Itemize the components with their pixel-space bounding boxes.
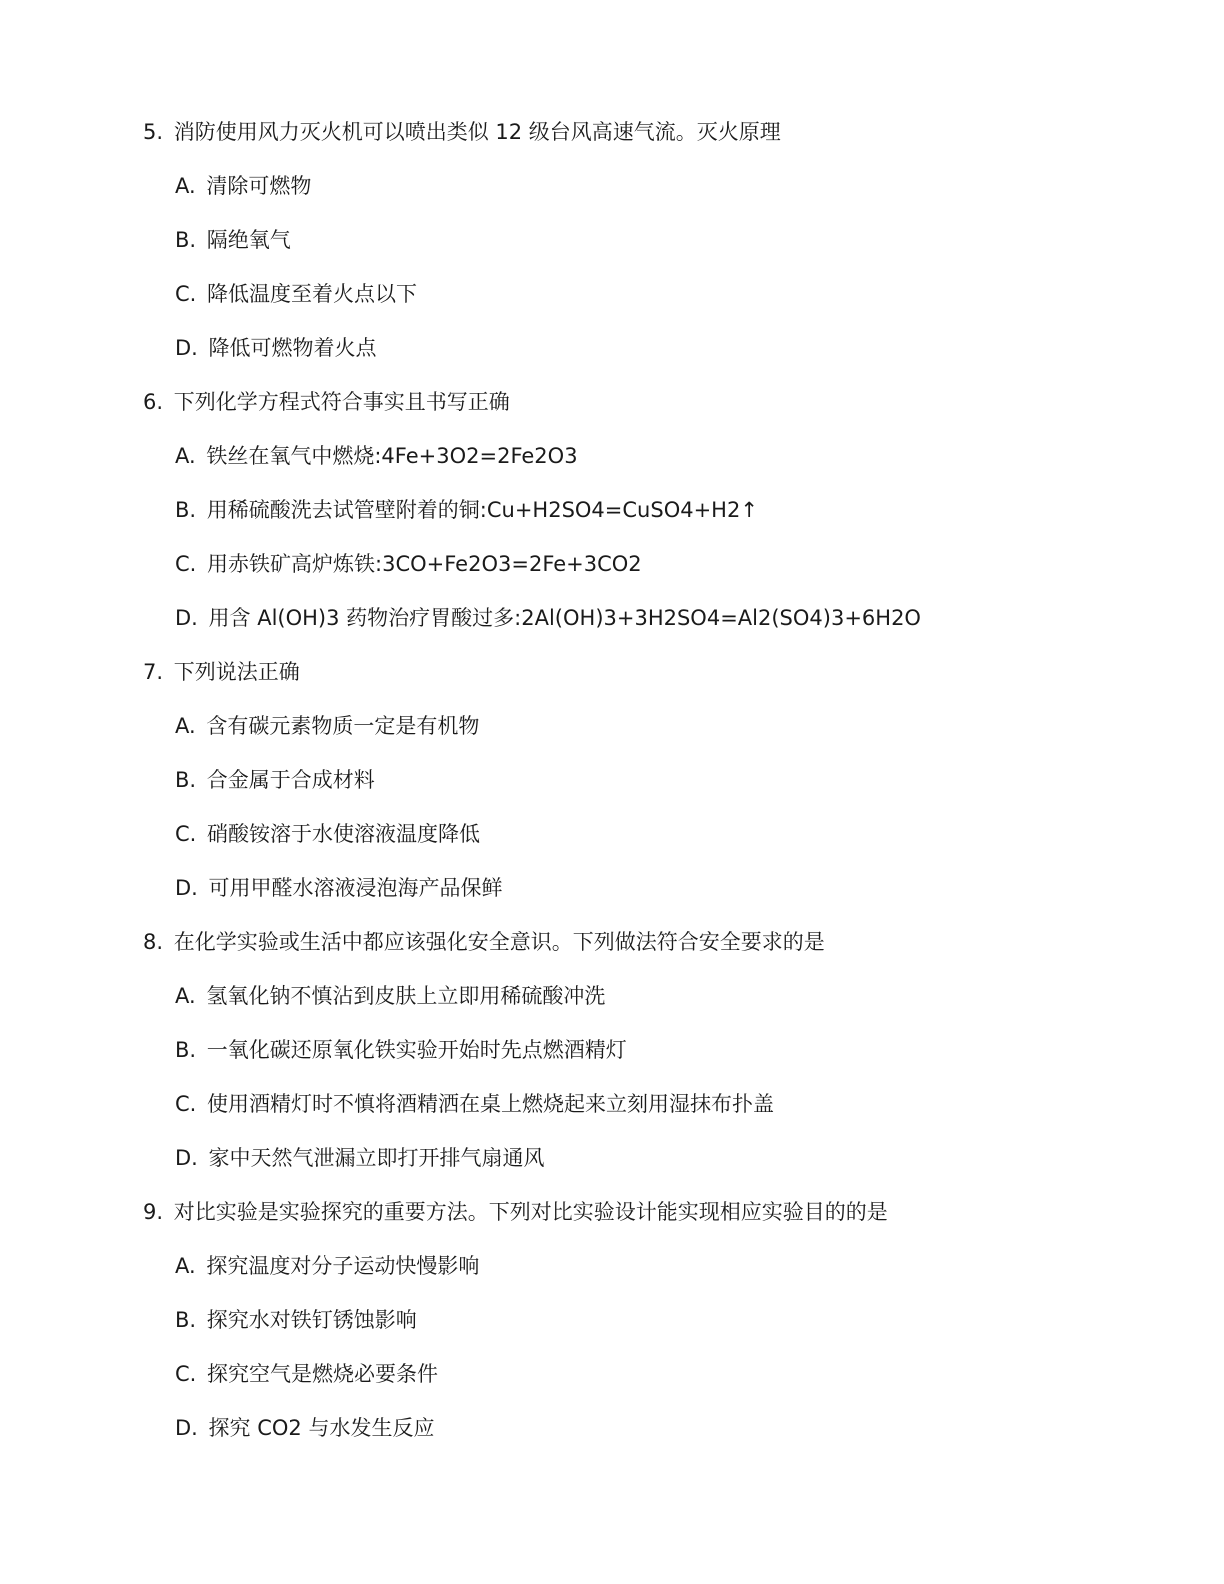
option-letter: D. [175,876,198,900]
question-8-option-d [0,1138,1224,1192]
option-letter: C. [175,282,197,306]
option-letter: A. [175,174,196,198]
question-7-option-c [0,814,1224,868]
question-7-stem [0,652,1224,706]
question-9-stem [0,1192,1224,1246]
option-text: 硝酸铵溶于水使溶液温度降低 [207,822,481,846]
question-6-option-c [0,544,1224,598]
option-letter: A. [175,1254,196,1278]
question-7-option-a [0,706,1224,760]
question-6-option-d [0,598,1224,652]
question-number: 7. [143,660,164,684]
option-letter: C. [175,822,197,846]
option-text: 使用酒精灯时不慎将酒精洒在桌上燃烧起来立刻用湿抹布扑盖 [207,1092,775,1116]
option-text: 氢氧化钠不慎沾到皮肤上立即用稀硫酸冲洗 [206,984,606,1008]
option-letter: C. [175,1362,197,1386]
option-text: 降低可燃物着火点 [208,336,377,360]
option-letter: A. [175,984,196,1008]
option-text: 降低温度至着火点以下 [207,282,418,306]
option-letter: B. [175,498,197,522]
option-letter: D. [175,606,198,630]
question-5-option-a [0,166,1224,220]
question-text: 在化学实验或生活中都应该强化安全意识。下列做法符合安全要求的是 [173,930,825,954]
option-text: 探究 CO2 与水发生反应 [208,1416,435,1440]
question-text: 下列化学方程式符合事实且书写正确 [173,390,510,414]
question-9-option-a [0,1246,1224,1300]
option-text: 用含 Al(OH)3 药物治疗胃酸过多:2Al(OH)3+3H2SO4=Al2(SO4)3+6H2O [208,606,921,630]
option-text: 隔绝氧气 [206,228,291,252]
option-letter: B. [175,1038,197,1062]
question-5-option-c [0,274,1224,328]
option-letter: C. [175,552,197,576]
question-8-stem [0,922,1224,976]
option-text: 铁丝在氧气中燃烧:4Fe+3O2=2Fe2O3 [206,444,578,468]
question-number: 5. [143,120,164,144]
question-6-stem [0,382,1224,436]
question-number: 6. [143,390,164,414]
question-7-option-b [0,760,1224,814]
question-8-option-a [0,976,1224,1030]
question-5-option-b [0,220,1224,274]
question-8-option-c [0,1084,1224,1138]
question-number: 8. [143,930,164,954]
question-9-option-c [0,1354,1224,1408]
option-text: 探究空气是燃烧必要条件 [207,1362,439,1386]
option-text: 用稀硫酸洗去试管壁附着的铜:Cu+H2SO4=CuSO4+H2↑ [206,498,758,522]
option-text: 合金属于合成材料 [206,768,375,792]
option-text: 用赤铁矿高炉炼铁:3CO+Fe2O3=2Fe+3CO2 [207,552,642,576]
question-9-option-b [0,1300,1224,1354]
question-5-option-d [0,328,1224,382]
option-text: 探究水对铁钉锈蚀影响 [206,1308,417,1332]
option-text: 一氧化碳还原氧化铁实验开始时先点燃酒精灯 [206,1038,627,1062]
question-list [0,112,1224,1462]
question-7-option-d [0,868,1224,922]
option-letter: C. [175,1092,197,1116]
option-letter: D. [175,1416,198,1440]
option-text: 探究温度对分子运动快慢影响 [206,1254,480,1278]
option-text: 家中天然气泄漏立即打开排气扇通风 [208,1146,545,1170]
option-text: 含有碳元素物质一定是有机物 [206,714,480,738]
option-letter: D. [175,1146,198,1170]
question-9-option-d [0,1408,1224,1462]
option-letter: B. [175,768,197,792]
question-6-option-b [0,490,1224,544]
option-letter: A. [175,444,196,468]
option-letter: B. [175,228,197,252]
question-text: 下列说法正确 [173,660,300,684]
question-6-option-a [0,436,1224,490]
question-number: 9. [143,1200,164,1224]
option-letter: D. [175,336,198,360]
option-text: 清除可燃物 [206,174,312,198]
question-text: 消防使用风力灭火机可以喷出类似 12 级台风高速气流。灭火原理 [173,120,781,144]
option-text: 可用甲醛水溶液浸泡海产品保鲜 [208,876,503,900]
option-letter: B. [175,1308,197,1332]
question-5-stem [0,112,1224,166]
option-letter: A. [175,714,196,738]
question-text: 对比实验是实验探究的重要方法。下列对比实验设计能实现相应实验目的的是 [173,1200,888,1224]
question-8-option-b [0,1030,1224,1084]
